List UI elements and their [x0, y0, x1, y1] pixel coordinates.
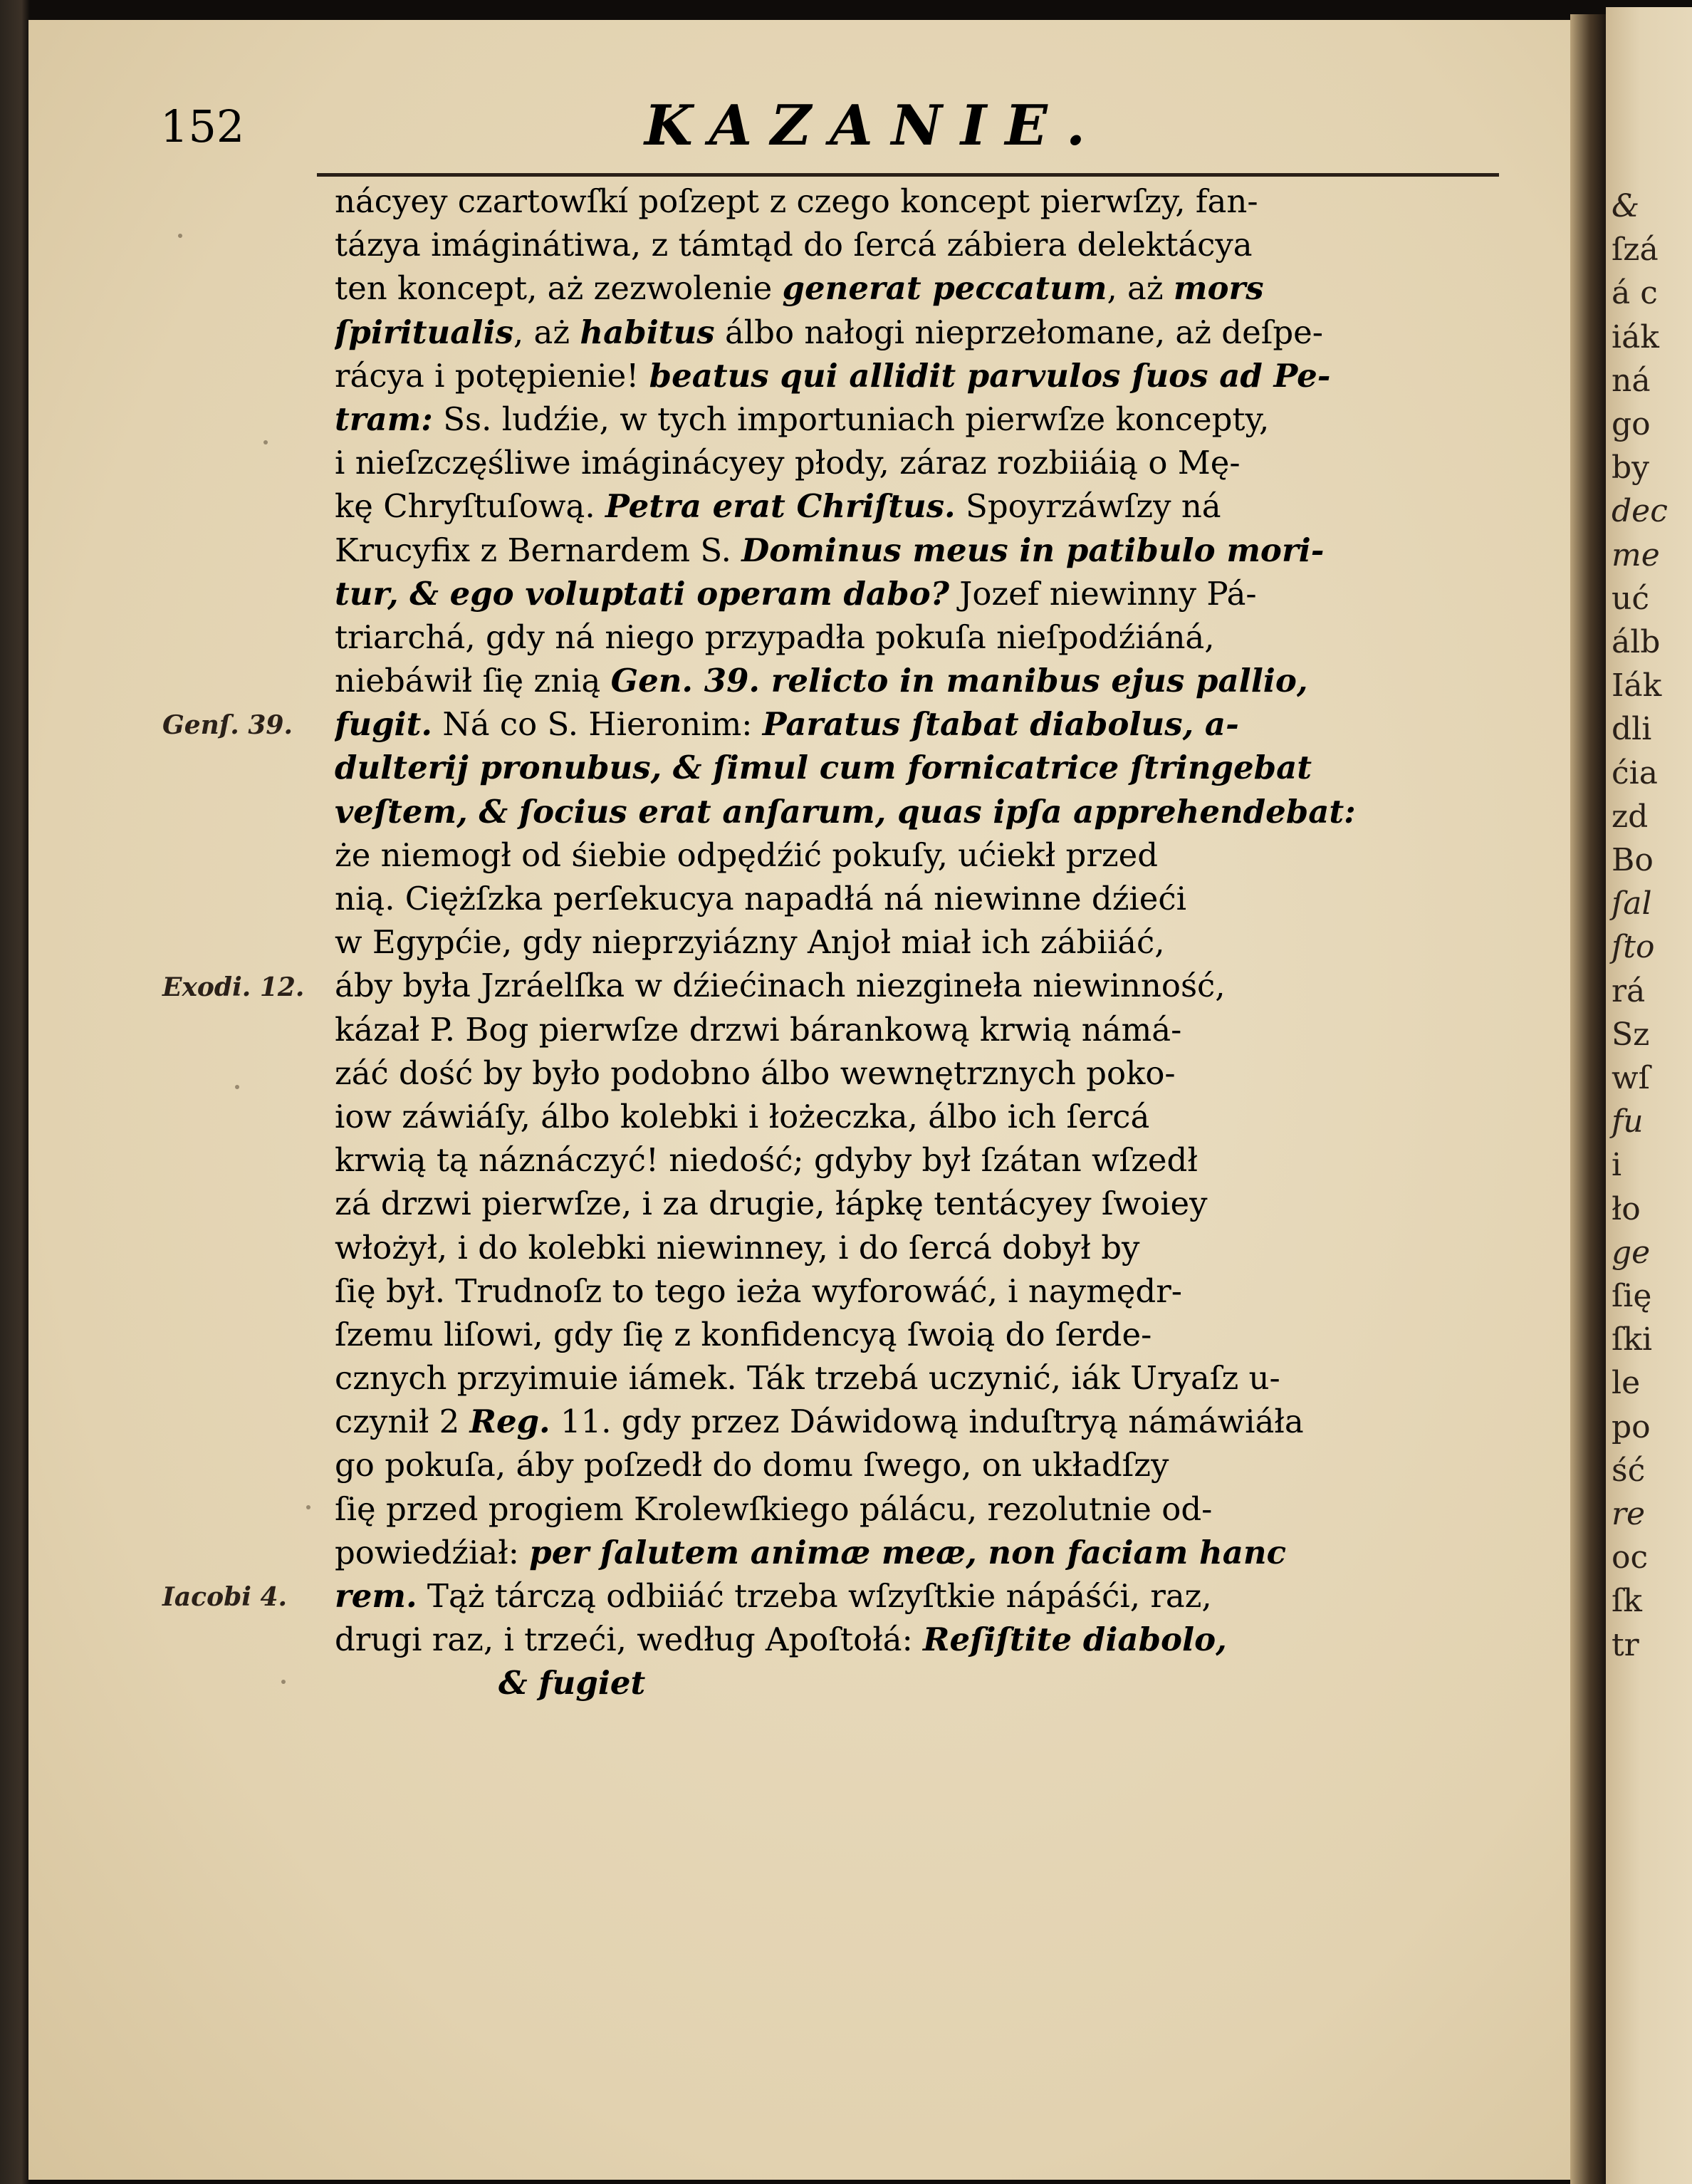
text-run: kázał P. Bog pierwſze drzwi bárankową krwią námá- — [335, 1010, 1182, 1049]
text-line — [335, 877, 1524, 920]
book-gutter — [1570, 14, 1606, 2184]
facing-page-fragment: ge — [1612, 1234, 1651, 1271]
facing-page-fragment: re — [1612, 1496, 1646, 1532]
facing-page-edge — [1606, 7, 1692, 2184]
text-run: Ná co S. Hieronim: — [432, 705, 763, 744]
latin-phrase: rem. — [335, 1577, 417, 1615]
facing-page-fragment: i — [1612, 1147, 1622, 1184]
paper-speck — [263, 440, 268, 444]
text-line — [335, 529, 1524, 572]
text-line — [335, 1313, 1524, 1356]
text-line — [335, 180, 1524, 223]
text-run: niebáwił ſię znią — [335, 662, 611, 700]
text-run: go pokuſa, áby poſzedł do domu ſwego, on układſzy — [335, 1446, 1169, 1484]
margin-note: Iacobi 4. — [162, 1582, 288, 1613]
facing-page-fragment: rá — [1612, 972, 1646, 1009]
text-run: włożył, i do kolebki niewinney, i do ſercá dobył by — [335, 1228, 1140, 1267]
text-line — [335, 1356, 1524, 1400]
header-rule — [317, 173, 1499, 177]
facing-page-fragment: ſto — [1612, 929, 1655, 966]
facing-page-fragment: ſzá — [1612, 232, 1659, 269]
facing-page-fragment: le — [1612, 1365, 1641, 1402]
facing-page-fragment: by — [1612, 449, 1650, 487]
facing-page-fragment: po — [1612, 1408, 1651, 1445]
margin-note: Genſ. 39. — [162, 710, 293, 741]
text-run: w Egypćie, gdy nieprzyiázny Anjoł miał ich zábiiáć, — [335, 923, 1165, 962]
text-run: triarchá, gdy ná niego przypadła pokuſa nieſpodźiáná, — [335, 618, 1215, 656]
latin-phrase: Gen. 39. relicto in manibus ejus pallio, — [610, 662, 1308, 700]
facing-page-fragment: ſal — [1612, 885, 1652, 922]
paper-speck — [306, 1505, 310, 1509]
facing-page-fragment: dec — [1612, 493, 1668, 530]
facing-page-fragment: ſk — [1612, 1583, 1642, 1620]
text-run: Tąż tárczą odbiiáć trzeba wſzyſtkie nápáśći, raz, — [417, 1577, 1212, 1615]
text-run: zá drzwi pierwſze, i za drugie, łápkę tentácyey ſwoiey — [335, 1185, 1208, 1223]
text-line — [335, 1008, 1524, 1051]
text-line — [335, 1618, 1524, 1661]
text-line — [335, 266, 1524, 310]
text-line — [335, 1487, 1524, 1531]
facing-page-fragment: tr — [1612, 1626, 1639, 1663]
text-run: , aż — [1107, 269, 1174, 308]
text-run: Krucyfix z Bernardem S. — [335, 531, 742, 569]
text-line — [335, 484, 1524, 528]
facing-page-fragment: dli — [1612, 711, 1652, 748]
text-line — [335, 397, 1524, 441]
margin-note: Exodi. 12. — [162, 972, 305, 1002]
text-run: drugi raz, i trzeći, według Apoſtołá: — [335, 1621, 924, 1659]
text-run: nácyey czartowſkí poſzept z czego koncept pierwſzy, fan- — [335, 182, 1258, 220]
text-line — [335, 964, 1524, 1007]
text-run: ſzemu liſowi, gdy ſię z konfidencyą ſwoią do ſerde- — [335, 1315, 1152, 1353]
paper-speck — [235, 1085, 239, 1089]
text-line — [335, 311, 1524, 354]
text-line — [335, 354, 1524, 397]
text-run: krwią tą náznáczyć! niedość; gdyby był ſzátan wſzedł — [335, 1141, 1198, 1180]
latin-phrase: Reg. — [469, 1403, 550, 1441]
text-line — [335, 1226, 1524, 1269]
latin-phrase: & fugiet — [498, 1664, 646, 1702]
facing-page-fragment: go — [1612, 406, 1651, 442]
latin-phrase: mors — [1173, 269, 1264, 308]
text-run: rácya i potępienie! — [335, 356, 649, 395]
latin-phrase: habitus — [580, 313, 715, 351]
text-run: Jozef niewinny Pá- — [949, 574, 1257, 613]
latin-phrase: Dominus meus in patibulo mori- — [741, 531, 1325, 569]
text-run: i nieſzczęśliwe imáginácyey płody, záraz rozbiiáią o Mę- — [335, 444, 1241, 482]
text-line — [335, 1531, 1524, 1574]
text-line — [335, 659, 1524, 702]
text-run: kę Chryſtuſową. — [335, 487, 605, 526]
facing-page-fragment: ſię — [1612, 1278, 1652, 1314]
latin-phrase: generat peccatum — [782, 269, 1107, 308]
latin-phrase: fugit. — [335, 705, 433, 744]
text-line — [335, 746, 1524, 789]
text-run: powiedźiał: — [335, 1533, 530, 1571]
paper-speck — [281, 1680, 286, 1684]
latin-phrase: tram: — [335, 400, 433, 438]
latin-phrase: dulterij pronubus, & ſimul cum fornicatrice ſtringebat — [335, 749, 1312, 787]
text-run: álbo nałogi nieprzełomane, aż deſpe- — [714, 313, 1324, 351]
facing-page-fragment: á c — [1612, 275, 1658, 312]
facing-page-fragment: ná — [1612, 362, 1651, 399]
text-run: czynił 2 — [335, 1403, 470, 1441]
text-line — [335, 790, 1524, 833]
facing-page-fragment: ło — [1612, 1190, 1641, 1227]
facing-page-fragment: Iák — [1612, 667, 1662, 704]
text-run: że niemogł od śiebie odpędźić pokuſy, ućiekł przed — [335, 836, 1159, 874]
latin-phrase: Reſiſtite diabolo, — [923, 1621, 1227, 1659]
text-run: 11. gdy przez Dáwidową induſtryą námáwiáła — [550, 1403, 1304, 1441]
text-run: tázya imáginátiwa, z támtąd do ſercá zábiera delektácya — [335, 226, 1253, 264]
sermon-text — [335, 180, 1524, 1705]
facing-page-fragment: uć — [1612, 580, 1649, 617]
text-run: ſię był. Trudnoſz to tego ieża wyforowáć, i naymędr- — [335, 1272, 1182, 1310]
paper-speck — [178, 234, 182, 238]
text-line — [335, 1051, 1524, 1095]
facing-page-fragment: Bo — [1612, 842, 1654, 878]
facing-page-fragment: fu — [1612, 1103, 1644, 1140]
facing-page-fragment: álb — [1612, 624, 1661, 660]
facing-page-fragment: oc — [1612, 1539, 1649, 1576]
text-line — [335, 572, 1524, 615]
facing-page-fragment: ſki — [1612, 1321, 1653, 1358]
text-line — [335, 1269, 1524, 1313]
text-line — [335, 441, 1524, 484]
text-run: , aż — [513, 313, 580, 351]
text-line — [335, 702, 1524, 746]
page-number: 152 — [160, 100, 245, 152]
text-line — [335, 920, 1524, 964]
latin-phrase: ſpiritualis — [335, 313, 513, 351]
latin-phrase: per ſalutem animæ meæ, non faciam hanc — [529, 1533, 1286, 1571]
text-line — [335, 615, 1524, 659]
text-run: ſię przed progiem Krolewſkiego pálácu, rezolutnie od- — [335, 1489, 1213, 1528]
latin-phrase: veſtem, & ſocius erat anſarum, quas ipſa apprehendebat: — [335, 792, 1356, 831]
text-line — [335, 1574, 1524, 1618]
text-line — [335, 1095, 1524, 1138]
text-run: cznych przyimuie iámek. Ták trzebá uczynić, iák Uryaſz u- — [335, 1359, 1280, 1398]
text-line — [335, 1138, 1524, 1182]
text-run: Ss. ludźie, w tych importuniach pierwſze koncepty, — [432, 400, 1270, 438]
latin-phrase: beatus qui allidit parvulos ſuos ad Pe- — [649, 356, 1331, 395]
facing-page-fragment: zd — [1612, 798, 1649, 835]
latin-phrase: Petra erat Chriſtus. — [605, 487, 956, 526]
facing-page-fragment: Sz — [1612, 1016, 1650, 1053]
text-run: záć dość by było podobno álbo wewnętrznych poko- — [335, 1054, 1176, 1092]
running-head: KAZANIE. — [644, 93, 1104, 158]
text-line — [335, 1443, 1524, 1487]
latin-phrase: Paratus ſtabat diabolus, a- — [762, 705, 1239, 744]
text-line — [335, 223, 1524, 266]
facing-page-fragment: ść — [1612, 1452, 1646, 1489]
text-line — [335, 833, 1524, 877]
text-run: ten koncept, aż zezwolenie — [335, 269, 783, 308]
text-run: nią. Ciężſzka perſekucya napadłá ná niewinne dźieći — [335, 880, 1187, 917]
text-run: iow záwiáſy, álbo kolebki i łożeczka, álbo ich ſercá — [335, 1097, 1150, 1135]
text-run: Spoyrzáwſzy ná — [955, 487, 1221, 526]
facing-page-fragment: wſ — [1612, 1060, 1650, 1096]
latin-phrase: tur, & ego voluptati operam dabo? — [335, 574, 949, 613]
text-line — [498, 1661, 1524, 1705]
facing-page-fragment: iák — [1612, 318, 1659, 355]
text-run: áby była Jzráelſka w dźiećinach niezgineła niewinność, — [335, 967, 1226, 1005]
text-line — [335, 1400, 1524, 1443]
text-line — [335, 1182, 1524, 1225]
facing-page-fragment: me — [1612, 536, 1660, 573]
facing-page-fragment: ćia — [1612, 754, 1658, 791]
facing-page-fragment: & — [1612, 188, 1640, 224]
